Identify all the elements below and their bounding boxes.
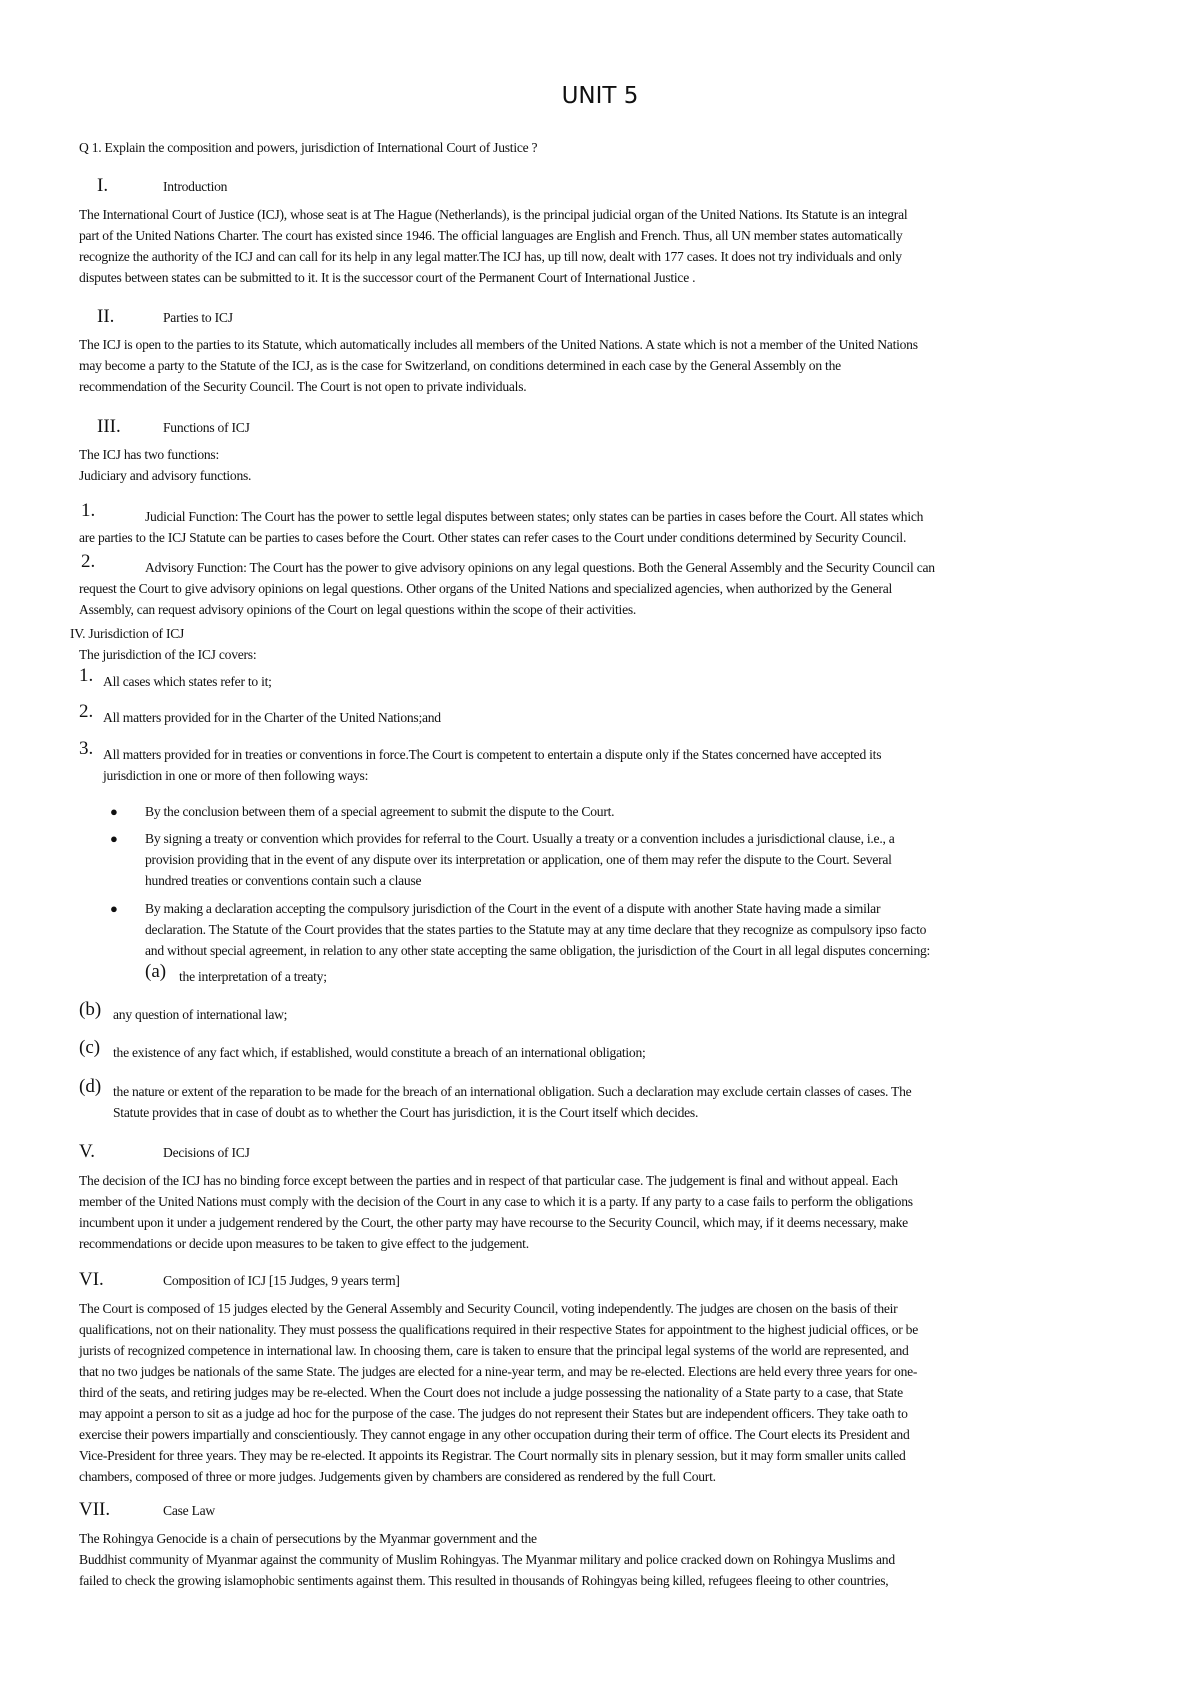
text-line: Parties to ICJ bbox=[163, 310, 233, 325]
text-line: Functions of ICJ bbox=[163, 420, 250, 435]
letter-marker: (d) bbox=[79, 1076, 102, 1097]
text-line: Judicial Function: The Court has the power to settle legal disputes between states; only states can be parties in cases before the Court. All states which bbox=[145, 509, 924, 524]
text-line: recognize the authority of the ICJ and can call for its help in any legal matter.The ICJ has, up till now, dealt with 177 cases. It does not try individuals and only bbox=[79, 249, 902, 264]
case-law-paragraph bbox=[79, 1528, 1137, 1591]
text-line: exercise their powers impartially and conscientiously. They cannot engage in any other occupation during their term of office. The Court elects its President and bbox=[79, 1427, 910, 1442]
section-heading-functions bbox=[97, 416, 250, 438]
text-line: Vice-President for three years. They may be re-elected. It appoints its Registrar. The Court normally sits in plenary session, but it may form smaller units called bbox=[79, 1448, 906, 1463]
text-line: part of the United Nations Charter. The court has existed since 1946. The official languages are English and French. Thus, all UN member states automatically bbox=[79, 228, 903, 243]
text-line: All matters provided for in treaties or conventions in force.The Court is competent to entertain a dispute only if the States concerned have accepted its bbox=[103, 747, 882, 762]
text-line: I. bbox=[97, 175, 109, 196]
jurisdiction-intro: The jurisdiction of the ICJ covers: bbox=[79, 647, 257, 662]
text-line: The Rohingya Genocide is a chain of persecutions by the Myanmar government and the bbox=[79, 1531, 537, 1546]
text-line: The International Court of Justice (ICJ), whose seat is at The Hague (Netherlands), is the principal judicial organ of the United Nations. Its Statute is an integral bbox=[79, 207, 908, 222]
letter-marker: (b) bbox=[79, 999, 102, 1020]
function-item-number: 1. bbox=[81, 500, 96, 521]
advisory-function-item bbox=[79, 557, 1137, 620]
functions-intro bbox=[79, 444, 1137, 486]
jurisdiction-item bbox=[103, 744, 1137, 786]
composition-paragraph bbox=[79, 1298, 1137, 1487]
unit-title: UNIT 5 bbox=[561, 83, 639, 109]
judicial-function-item bbox=[79, 506, 1137, 548]
text-line: request the Court to give advisory opinions on legal questions. Other organs of the United Nations and specialized agencies, when authorized by the General bbox=[79, 581, 893, 596]
text-line: Buddhist community of Myanmar against the community of Muslim Rohingyas. The Myanmar military and police cracked down on Rohingya Muslims and bbox=[79, 1552, 895, 1567]
text-line: By the conclusion between them of a special agreement to submit the dispute to the Court. bbox=[145, 804, 615, 819]
text-line: Advisory Function: The Court has the power to give advisory opinions on any legal questions. Both the General Assembly and the Security Council can bbox=[145, 560, 935, 575]
text-line: and without special agreement, in relation to any other state accepting the same obligation, the jurisdiction of the Court in all legal disputes concerning: bbox=[145, 943, 931, 958]
section-heading-case-law bbox=[79, 1499, 215, 1521]
text-line: chambers, composed of three or more judges. Judgements given by chambers are considered as rendered by the full Court. bbox=[79, 1469, 716, 1484]
section-heading-decisions bbox=[79, 1141, 250, 1163]
introduction-paragraph bbox=[79, 204, 1137, 288]
text-line: may appoint a person to sit as a judge ad hoc for the purpose of the case. The judges do not represent their States but are independent officers. They take oath to bbox=[79, 1406, 908, 1421]
bullet-item bbox=[145, 801, 1137, 822]
text-line: recommendations or decide upon measures to be taken to give effect to the judgement. bbox=[79, 1236, 529, 1251]
text-line: may become a party to the Statute of the ICJ, as is the case for Switzerland, on conditions determined in each case by the General Assembly on the bbox=[79, 358, 841, 373]
text-line: The Court is composed of 15 judges elected by the General Assembly and Security Council, voting independently. The judges are chosen on the basis of their bbox=[79, 1301, 898, 1316]
text-line: Judiciary and advisory functions. bbox=[79, 468, 252, 483]
text-line: Decisions of ICJ bbox=[163, 1145, 250, 1160]
text-line: VII. bbox=[79, 1499, 111, 1520]
function-item-number: 2. bbox=[81, 551, 96, 572]
text-line: disputes between states can be submitted to it. It is the successor court of the Permanent Court of International Justice . bbox=[79, 270, 696, 285]
text-line: The ICJ has two functions: bbox=[79, 447, 219, 462]
bullet-icon: ● bbox=[110, 804, 118, 819]
letter-marker: (c) bbox=[79, 1037, 101, 1058]
section-heading-jurisdiction: IV. Jurisdiction of ICJ bbox=[70, 626, 185, 641]
letter-item: the interpretation of a treaty; bbox=[179, 969, 327, 984]
text-line: By making a declaration accepting the compulsory jurisdiction of the Court in the event of a dispute with another State having made a similar bbox=[145, 901, 881, 916]
text-line: jurists of recognized competence in international law. In choosing them, care is taken to ensure that the principal legal systems of the world are represented, and bbox=[79, 1343, 909, 1358]
text-line: jurisdiction in one or more of then following ways: bbox=[103, 768, 369, 783]
text-line: failed to check the growing islamophobic sentiments against them. This resulted in thousands of Rohingyas being killed, refugees fleeing to other countries, bbox=[79, 1573, 889, 1588]
text-line: By signing a treaty or convention which provides for referral to the Court. Usually a treaty or a convention includes a jurisdictional clause, i.e., a bbox=[145, 831, 895, 846]
text-line: Statute provides that in case of doubt as to whether the Court has jurisdiction, it is the Court itself which decides. bbox=[113, 1105, 699, 1120]
text-line: The decision of the ICJ has no binding force except between the parties and in respect of that particular case. The judgement is final and without appeal. Each bbox=[79, 1173, 898, 1188]
decisions-paragraph bbox=[79, 1170, 1137, 1254]
bullet-icon: ● bbox=[110, 901, 118, 916]
letter-item: the existence of any fact which, if established, would constitute a breach of an international obligation; bbox=[113, 1045, 646, 1060]
jurisdiction-item: All matters provided for in the Charter of the United Nations;and bbox=[103, 710, 441, 725]
text-line: that no two judges be nationals of the same State. The judges are elected for a nine-year term, and may be re-elected. Elections are held every three years for one- bbox=[79, 1364, 918, 1379]
text-line: incumbent upon it under a judgement rendered by the Court, the other party may have recourse to the Security Council, which may, if it deems necessary, make bbox=[79, 1215, 908, 1230]
text-line: VI. bbox=[79, 1269, 104, 1290]
text-line: The ICJ is open to the parties to its Statute, which automatically includes all members of the United Nations. A state which is not a member of the United Nations bbox=[79, 337, 918, 352]
text-line: provision providing that in the event of any dispute over its interpretation or application, one of them may refer the dispute to the Court. Several bbox=[145, 852, 892, 867]
text-line: II. bbox=[97, 306, 115, 327]
parties-paragraph bbox=[79, 334, 1137, 397]
text-line: III. bbox=[97, 416, 121, 437]
text-line: qualifications, not on their nationality. They must possess the qualifications required in their respective States for appointment to the highest judicial offices, or be bbox=[79, 1322, 918, 1337]
text-line: the nature or extent of the reparation to be made for the breach of an international obligation. Such a declaration may exclude certain classes of cases. The bbox=[113, 1084, 912, 1099]
section-heading-parties bbox=[97, 306, 233, 328]
bullet-item bbox=[145, 828, 1137, 891]
text-line: recommendation of the Security Council. The Court is not open to private individuals. bbox=[79, 379, 527, 394]
text-line: declaration. The Statute of the Court provides that the states parties to the Statute may at any time declare that they recognize as compulsory ipso facto bbox=[145, 922, 927, 937]
text-line: member of the United Nations must comply with the decision of the Court in any case to which it is a party. If any party to a case fails to perform the obligations bbox=[79, 1194, 913, 1209]
letter-marker: (a) bbox=[145, 961, 167, 982]
text-line: Case Law bbox=[163, 1503, 215, 1518]
question-text: Q 1. Explain the composition and powers, jurisdiction of International Court of Justice ? bbox=[79, 140, 538, 155]
text-line: hundred treaties or conventions contain such a clause bbox=[145, 873, 422, 888]
text-line: Composition of ICJ [15 Judges, 9 years term] bbox=[163, 1273, 400, 1288]
jurisdiction-item-number: 1. bbox=[79, 665, 94, 686]
jurisdiction-item-number: 3. bbox=[79, 738, 94, 759]
text-line: third of the seats, and retiring judges may be re-elected. When the Court does not include a judge possessing the nationality of a State party to a case, that State bbox=[79, 1385, 903, 1400]
text-line: are parties to the ICJ Statute can be parties to cases before the Court. Other states can refer cases to the Court under conditions determined by Security Council. bbox=[79, 530, 907, 545]
section-heading-introduction bbox=[97, 175, 227, 197]
text-line: V. bbox=[79, 1141, 96, 1162]
bullet-item bbox=[145, 898, 1137, 961]
jurisdiction-item: All cases which states refer to it; bbox=[103, 674, 272, 689]
text-line: Introduction bbox=[163, 179, 228, 194]
bullet-icon: ● bbox=[110, 831, 118, 846]
text-line: Assembly, can request advisory opinions of the Court on legal questions within the scope of their activities. bbox=[79, 602, 637, 617]
jurisdiction-item-number: 2. bbox=[79, 701, 94, 722]
letter-item bbox=[113, 1081, 1137, 1123]
section-heading-composition bbox=[79, 1269, 400, 1291]
letter-item: any question of international law; bbox=[113, 1007, 288, 1022]
